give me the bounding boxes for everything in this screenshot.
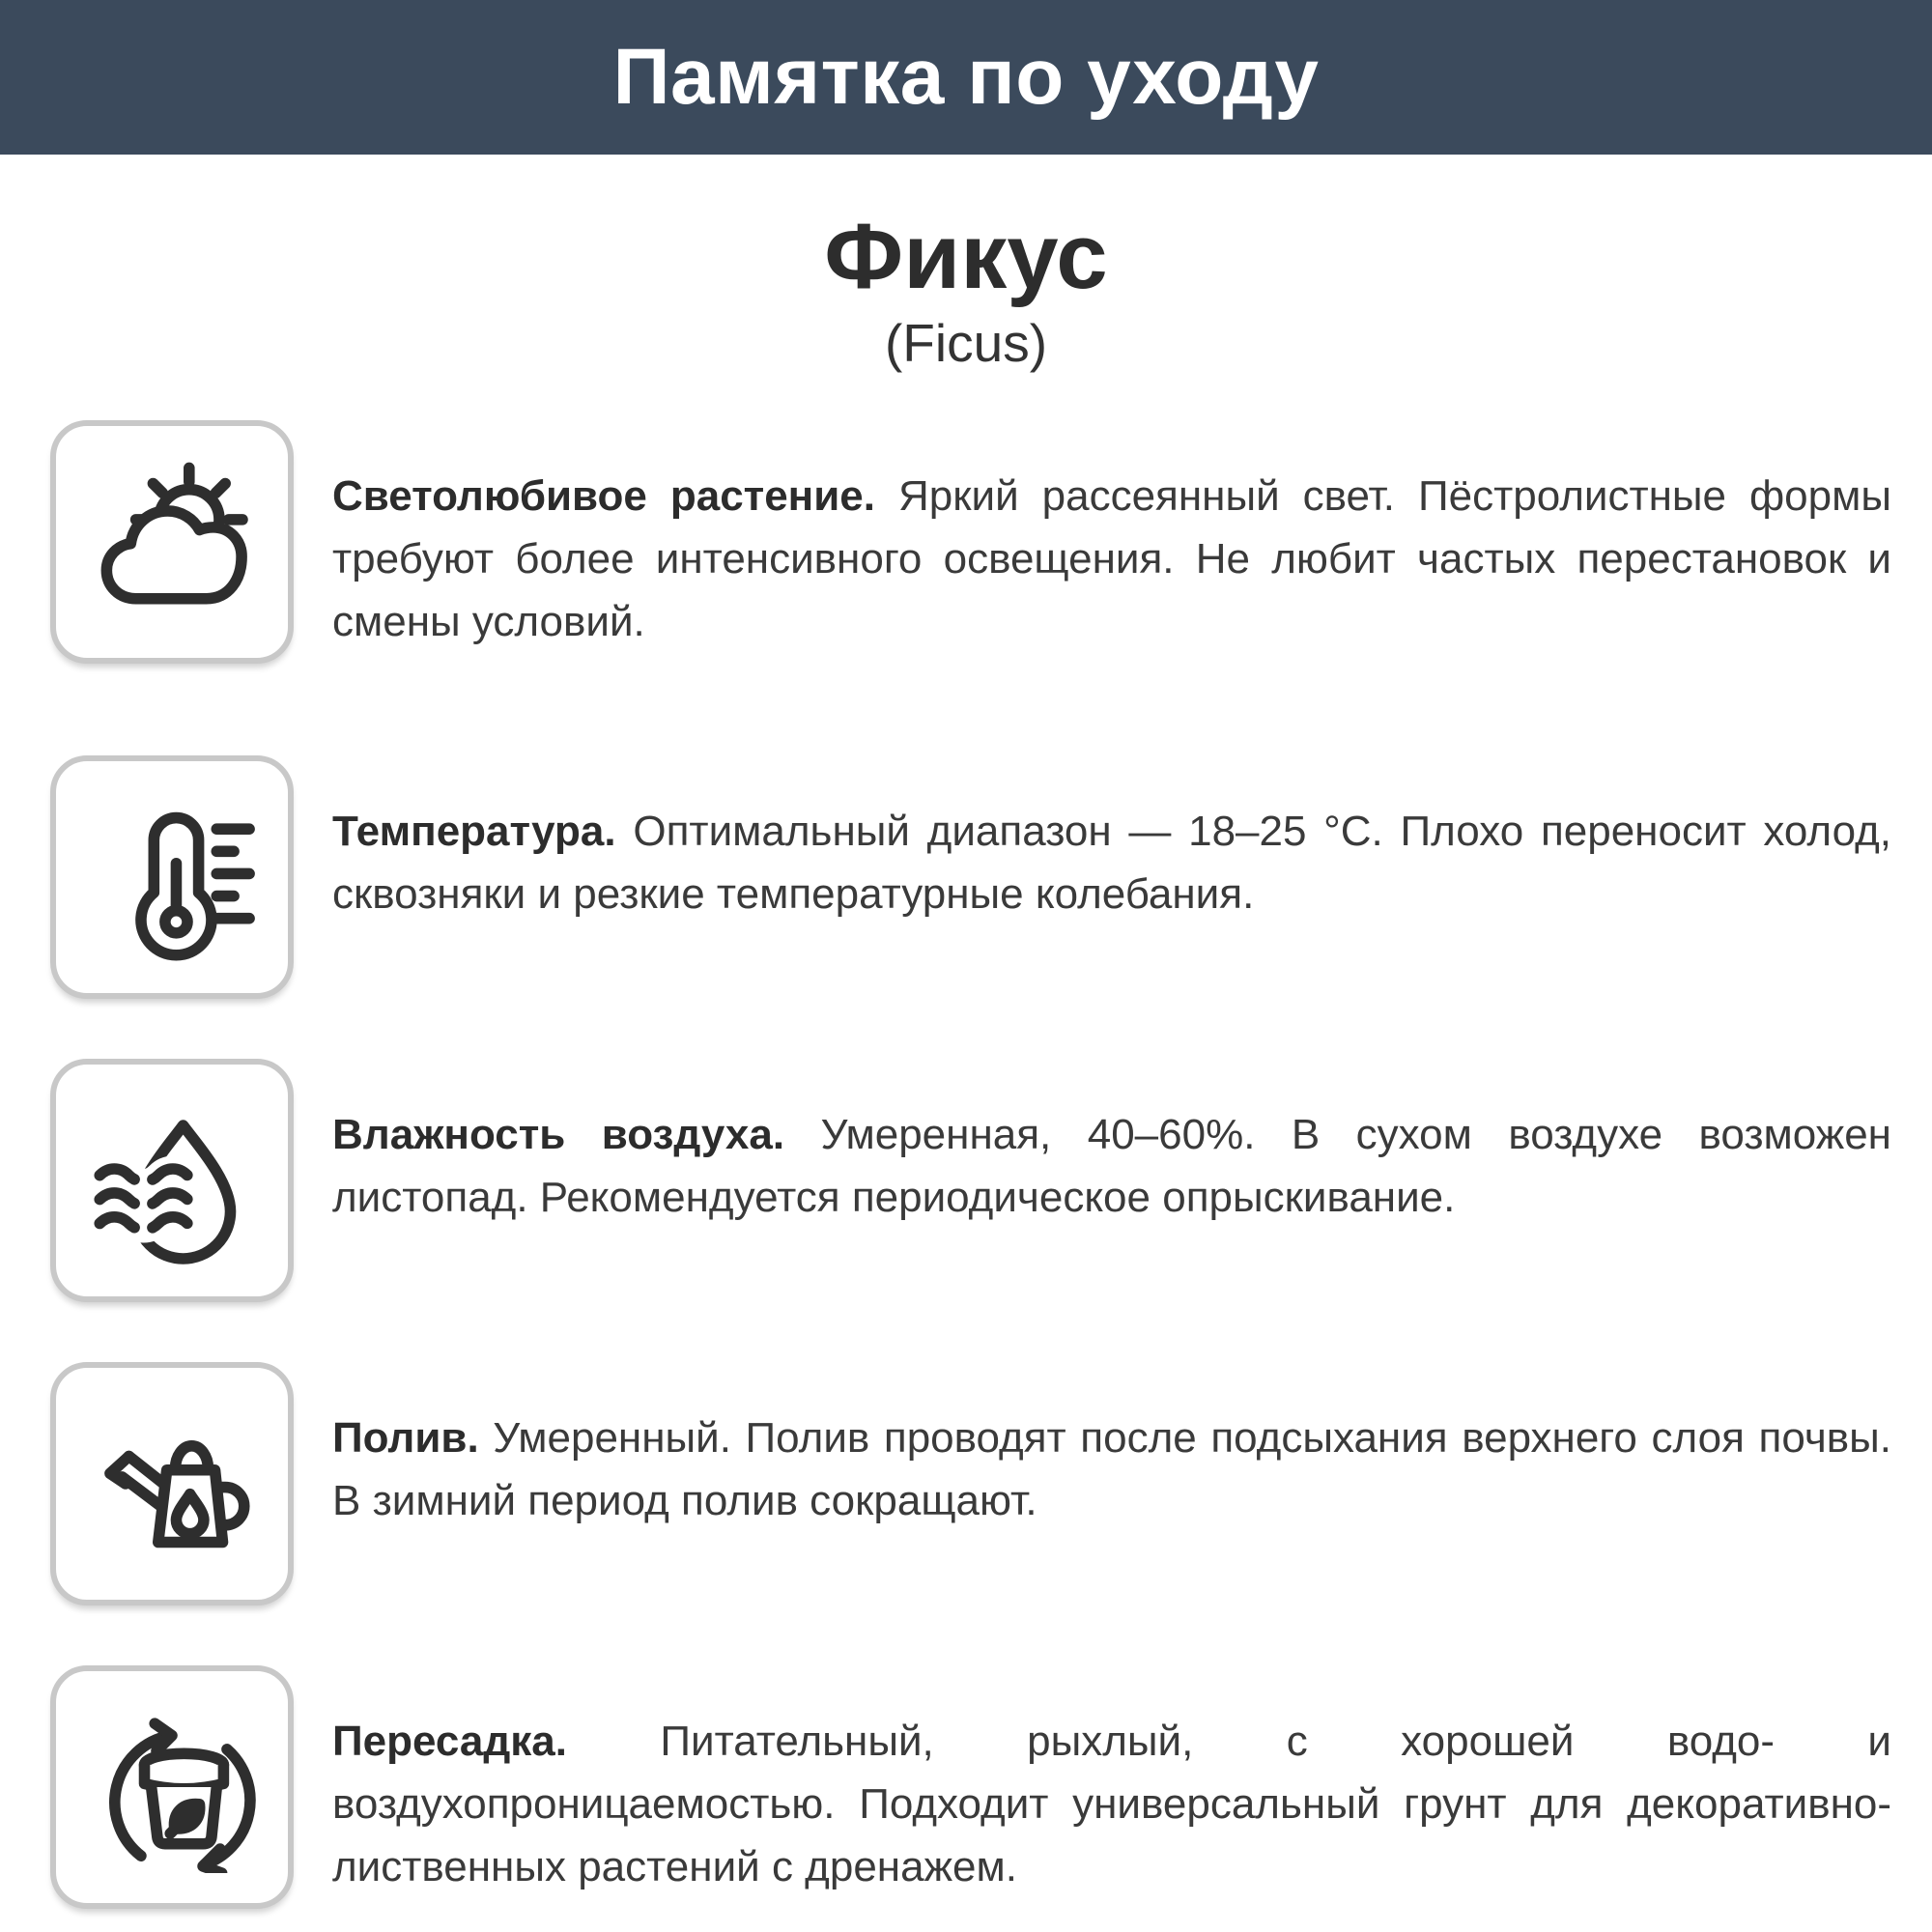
section-humidity — [50, 1059, 1891, 1302]
header-bar — [0, 0, 1932, 155]
section-title: Светолюбивое растение. — [332, 472, 876, 520]
section-text — [332, 1708, 1891, 1898]
section-body: Умеренная, 40–60%. В сухом воздухе возможен листопад. Рекомендуется периодическое опрыскивание. — [332, 1111, 1891, 1221]
icon-box — [50, 755, 294, 999]
section-title: Пересадка. — [332, 1718, 567, 1765]
section-text — [332, 463, 1891, 653]
section-text — [332, 1101, 1891, 1229]
section-title: Влажность воздуха. — [332, 1111, 785, 1158]
watering-can-icon — [86, 1398, 258, 1570]
humidity-drop-icon — [86, 1094, 258, 1266]
section-repotting — [50, 1665, 1891, 1932]
section-body: Яркий рассеянный свет. Пёстролистные формы требуют более интенсивного освещения. Не любит частых перестановок и смены условий. — [332, 472, 1891, 645]
icon-box — [50, 1665, 294, 1909]
repot-recycle-icon — [86, 1701, 258, 1873]
plant-latin-name: (Ficus) — [884, 313, 1048, 373]
icon-box — [50, 1362, 294, 1605]
thermometer-icon — [86, 791, 258, 963]
section-text — [332, 1405, 1891, 1532]
section-temperature — [50, 755, 1891, 999]
care-sections — [0, 420, 1932, 1932]
icon-box — [50, 1059, 294, 1302]
section-body: Оптимальный диапазон — 18–25 °C. Плохо переносит холод, сквозняки и резкие температурные колебания. — [332, 808, 1891, 918]
plant-name: Фикус — [824, 205, 1108, 308]
section-body: Питательный, рыхлый, с хорошей водо- и воздухопроницаемостью. Подходит универсальный грунт для декоративно-лиственных растений с дренажем. — [332, 1718, 1891, 1890]
section-title: Полив. — [332, 1414, 479, 1462]
section-watering — [50, 1362, 1891, 1605]
section-text — [332, 798, 1891, 925]
section-body: Умеренный. Полив проводят после подсыхания верхнего слоя почвы. В зимний период полив сокращают. — [332, 1414, 1891, 1524]
sun-behind-cloud-icon — [86, 456, 258, 628]
icon-box — [50, 420, 294, 664]
plant-title-block — [0, 205, 1932, 373]
page-title: Памятка по уходу — [612, 33, 1320, 121]
section-light — [50, 420, 1891, 696]
section-title: Температура. — [332, 808, 616, 855]
